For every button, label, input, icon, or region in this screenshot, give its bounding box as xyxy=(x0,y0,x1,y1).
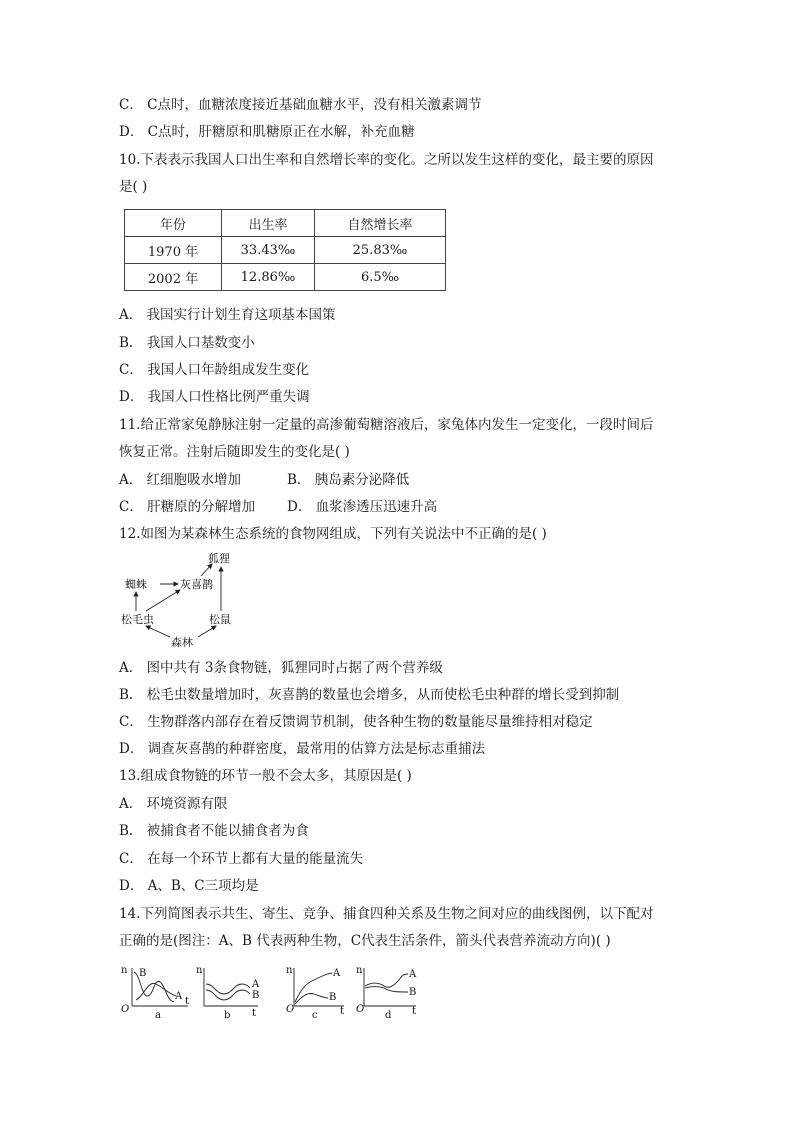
q13-option-a: A． 环境资源有限 xyxy=(119,796,228,812)
arrow-caterpillar-magpie xyxy=(146,590,180,611)
node-forest: 森林 xyxy=(171,636,193,649)
q12-stem: 12.如图为某森林生态系统的食物网组成，下列有关说法中不正确的是( ) xyxy=(119,526,547,542)
q11-options-row1 xyxy=(119,470,410,490)
origin-label: O xyxy=(286,1004,295,1015)
q12-option-c: C． 生物群落内部存在着反馈调节机制，使各种生物的数量能尽量维持相对稳定 xyxy=(119,714,593,730)
q13-option-d: D． A、B、C三项均是 xyxy=(119,878,259,894)
series-b-label: B xyxy=(329,992,337,1003)
arrow-forest-squirrel xyxy=(198,626,216,637)
axis-x-label: t xyxy=(252,1008,257,1019)
series-b-label: B xyxy=(139,968,147,979)
q11-stem-line1: 11.给正常家兔静脉注射一定量的高渗葡萄糖溶液后，家兔体内发生一定变化，一段时间后 xyxy=(119,417,654,433)
axis-x-label: t xyxy=(340,1006,345,1017)
q13-option-c: C． 在每一个环节上都有大量的能量流失 xyxy=(119,851,364,867)
arrow-magpie-fox xyxy=(201,564,212,576)
q11-option-c: C． 肝糖原的分解增加 xyxy=(119,499,256,515)
q11-option-d: D． 血浆渗透压迅速升高 xyxy=(287,499,438,515)
arrow-forest-caterpillar xyxy=(146,626,170,637)
q12-option-a: A． 图中共有 3条食物链，狐狸同时占据了两个营养级 xyxy=(119,660,443,676)
axis-y-label: n xyxy=(286,965,293,976)
table-header: 年份 xyxy=(125,210,222,237)
q10-option-b: B． 我国人口基数变小 xyxy=(119,335,255,351)
graph-panel-a xyxy=(118,962,194,1020)
table-header: 出生率 xyxy=(222,210,315,237)
axis-x-label: t xyxy=(185,996,190,1007)
table-header: 自然增长率 xyxy=(315,210,446,237)
panel-label: d xyxy=(385,1010,392,1020)
q11-option-a: A． 红细胞吸水增加 xyxy=(119,472,242,488)
q10-option-a: A． 我国实行计划生育这项基本国策 xyxy=(119,307,336,323)
axis-y-label: n xyxy=(356,965,363,976)
table-cell: 1970 年 xyxy=(125,237,222,264)
graph-panel-d xyxy=(356,962,426,1020)
panel-label: c xyxy=(312,1010,318,1020)
series-b-label: B xyxy=(409,987,417,998)
node-magpie: 灰喜鹊 xyxy=(180,578,213,591)
table-header-row xyxy=(125,210,446,237)
axis-x-label: t xyxy=(412,1006,417,1017)
table-cell: 33.43‰ xyxy=(222,237,315,264)
graph-panel-c xyxy=(286,962,352,1020)
q12-option-d: D． 调查灰喜鹊的种群密度，最常用的估算方法是标志重捕法 xyxy=(119,741,486,757)
table-row xyxy=(125,264,446,291)
graph-panel-b xyxy=(196,962,272,1020)
q9-option-d: D． C点时，肝糖原和肌糖原正在水解，补充血糖 xyxy=(119,124,415,140)
q13-option-b: B． 被捕食者不能以捕食者为食 xyxy=(119,823,309,839)
q11-stem-line2: 恢复正常。注射后随即发生的变化是( ) xyxy=(119,444,350,460)
table-row xyxy=(125,237,446,264)
axis-y-label: n xyxy=(196,965,203,976)
node-spider: 蜘蛛 xyxy=(125,578,147,591)
q10-option-c: C． 我国人口年龄组成发生变化 xyxy=(119,362,310,378)
q11-options-row2 xyxy=(119,497,438,517)
table-cell: 2002 年 xyxy=(125,264,222,291)
q14-stem-line1: 14.下列简图表示共生、寄生、竞争、捕食四种关系及生物之间对应的曲线图例，以下配对 xyxy=(119,906,654,922)
series-a-label: A xyxy=(333,968,341,979)
q14-stem-line2: 正确的是(图注：A、B 代表两种生物，C代表生活条件，箭头代表营养流动方向)( ) xyxy=(119,933,611,949)
q11-option-b: B． 胰岛素分泌降低 xyxy=(287,472,410,488)
panel-label: b xyxy=(224,1010,231,1020)
q13-stem: 13.组成食物链的环节一般不会太多，其原因是( ) xyxy=(119,768,412,784)
axis-y-label: n xyxy=(121,965,128,976)
q10-stem-line1: 10.下表表示我国人口出生率和自然增长率的变化。之所以发生这样的变化，最主要的原因 xyxy=(119,152,654,168)
series-a-label: A xyxy=(409,969,417,980)
curve-a xyxy=(136,983,176,1000)
q9-option-c: C． C点时，血糖浓度接近基础血糖水平，没有相关激素调节 xyxy=(119,97,482,113)
panel-label: a xyxy=(155,1010,161,1020)
q12-option-b: B． 松毛虫数量增加时，灰喜鹊的数量也会增多，从而使松毛虫种群的增长受到抑制 xyxy=(119,687,620,703)
curve-a xyxy=(365,974,408,987)
node-squirrel: 松鼠 xyxy=(209,613,231,626)
curve-b xyxy=(206,990,250,1000)
series-a-label: A xyxy=(175,991,183,1002)
table-cell: 25.83‰ xyxy=(315,237,446,264)
q10-option-d: D． 我国人口性格比例严重失调 xyxy=(119,389,310,405)
curve-b xyxy=(295,993,328,1004)
series-b-label: B xyxy=(252,990,260,1001)
table-cell: 6.5‰ xyxy=(315,264,446,291)
origin-label: O xyxy=(121,1004,130,1015)
node-fox: 狐狸 xyxy=(208,552,230,565)
series-a-label: A xyxy=(252,979,260,990)
origin-label: O xyxy=(356,1004,365,1015)
table-cell: 12.86‰ xyxy=(222,264,315,291)
node-caterpillar: 松毛虫 xyxy=(121,613,154,626)
population-table xyxy=(124,209,446,291)
food-web-diagram xyxy=(118,549,248,651)
q10-stem-line2: 是( ) xyxy=(119,179,148,195)
